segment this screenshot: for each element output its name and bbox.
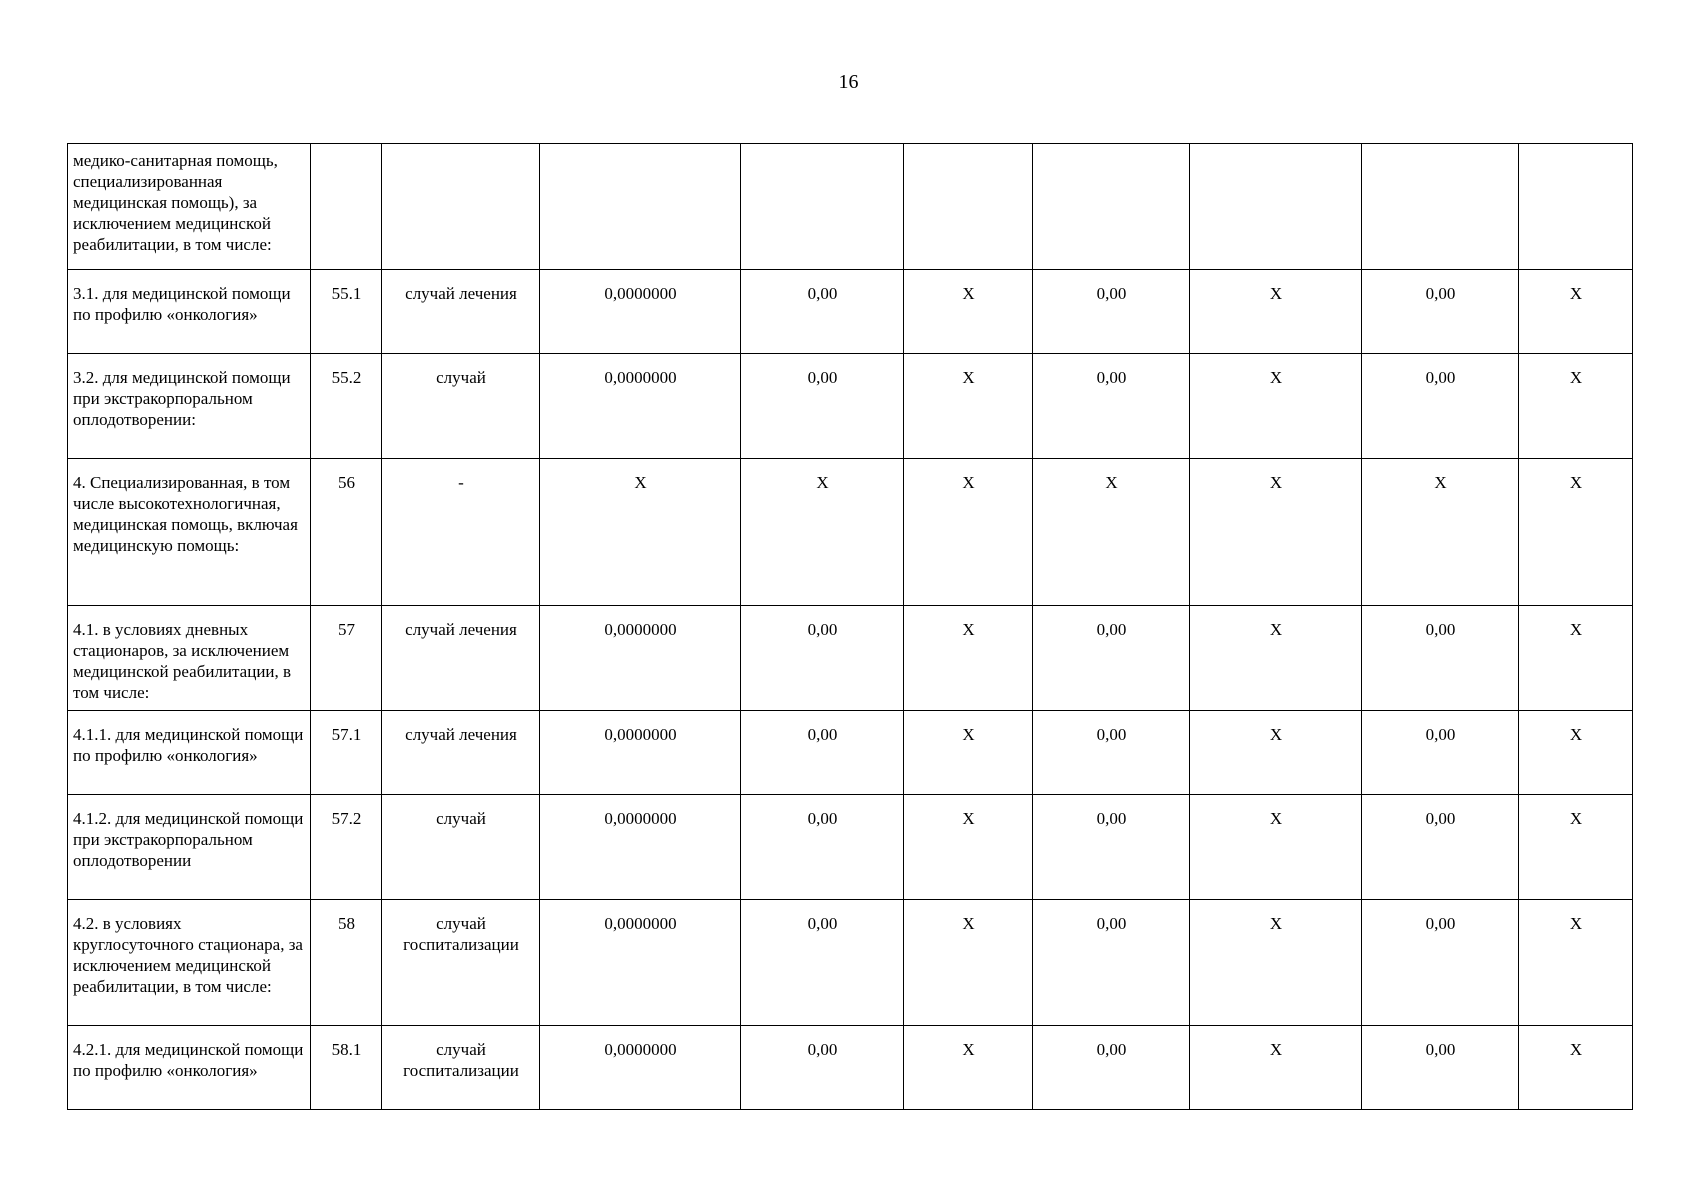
table-row (68, 711, 1633, 795)
table-row (68, 900, 1633, 1026)
table-row (68, 144, 1633, 270)
page-number: 16 (838, 71, 859, 93)
row-value: X (1190, 900, 1362, 1026)
row-value (1033, 144, 1190, 270)
row-value: X (741, 459, 904, 606)
row-value: 0,00 (741, 606, 904, 711)
row-value (1190, 144, 1362, 270)
row-code: 55.2 (311, 354, 382, 459)
row-value: 0,00 (741, 795, 904, 900)
row-value: X (1190, 606, 1362, 711)
row-value (540, 144, 741, 270)
row-name: 4.1.2. для медицинской помощи при экстракорпоральном оплодотворении (68, 795, 311, 900)
row-value: X (1190, 459, 1362, 606)
table-row (68, 795, 1633, 900)
row-value: X (904, 711, 1033, 795)
table-row (68, 459, 1633, 606)
row-value: X (1519, 459, 1633, 606)
row-value: X (1033, 459, 1190, 606)
row-code: 55.1 (311, 270, 382, 354)
row-value: 0,00 (1033, 711, 1190, 795)
row-code: 56 (311, 459, 382, 606)
row-value: X (1190, 354, 1362, 459)
row-value: 0,00 (1362, 900, 1519, 1026)
table-row (68, 606, 1633, 711)
row-name: 4.1.1. для медицинской помощи по профилю «онкология» (68, 711, 311, 795)
row-value: 0,00 (741, 900, 904, 1026)
row-value: 0,00 (741, 354, 904, 459)
row-value: 0,00 (1033, 270, 1190, 354)
row-unit: случай госпитализации (382, 1026, 540, 1110)
row-value: 0,0000000 (540, 270, 741, 354)
row-value: 0,00 (1362, 606, 1519, 711)
row-value: 0,00 (1362, 354, 1519, 459)
row-value: X (904, 1026, 1033, 1110)
row-value: 0,00 (1362, 795, 1519, 900)
row-value: X (1190, 795, 1362, 900)
row-value: X (904, 270, 1033, 354)
row-value: 0,0000000 (540, 795, 741, 900)
row-code: 58.1 (311, 1026, 382, 1110)
row-value: 0,00 (1033, 900, 1190, 1026)
row-value: 0,00 (1033, 606, 1190, 711)
row-value: X (1190, 711, 1362, 795)
row-value: X (1519, 711, 1633, 795)
row-value: X (1519, 900, 1633, 1026)
row-name: 3.1. для медицинской помощи по профилю «онкология» (68, 270, 311, 354)
row-value: X (540, 459, 741, 606)
row-value: X (1190, 1026, 1362, 1110)
row-value (1519, 144, 1633, 270)
row-value: X (1190, 270, 1362, 354)
row-value: X (904, 900, 1033, 1026)
row-value: 0,00 (1033, 1026, 1190, 1110)
row-unit: случай лечения (382, 711, 540, 795)
row-value: 0,00 (1033, 795, 1190, 900)
row-value: X (1519, 354, 1633, 459)
row-value: 0,00 (1362, 711, 1519, 795)
row-value: X (904, 795, 1033, 900)
row-value (741, 144, 904, 270)
row-code (311, 144, 382, 270)
row-value: X (1519, 606, 1633, 711)
row-code: 57 (311, 606, 382, 711)
row-name: 4. Специализированная, в том числе высокотехнологичная, медицинская помощь, включая медицинскую помощь: (68, 459, 311, 606)
row-value: X (1519, 1026, 1633, 1110)
row-unit: случай лечения (382, 606, 540, 711)
row-unit: случай (382, 795, 540, 900)
row-value: 0,0000000 (540, 711, 741, 795)
row-name: 4.2. в условиях круглосуточного стационара, за исключением медицинской реабилитации, в том числе: (68, 900, 311, 1026)
row-value: 0,00 (1362, 1026, 1519, 1110)
table-row (68, 270, 1633, 354)
row-unit: случай (382, 354, 540, 459)
table-row (68, 1026, 1633, 1110)
row-value: 0,00 (741, 270, 904, 354)
row-value: X (904, 459, 1033, 606)
row-value: 0,0000000 (540, 1026, 741, 1110)
row-value: X (1519, 795, 1633, 900)
row-unit (382, 144, 540, 270)
row-value: 0,00 (1362, 270, 1519, 354)
row-value: 0,00 (1033, 354, 1190, 459)
row-value: X (1519, 270, 1633, 354)
row-value: X (1362, 459, 1519, 606)
row-value: 0,00 (741, 1026, 904, 1110)
row-unit: - (382, 459, 540, 606)
row-name: медико-санитарная помощь, специализированная медицинская помощь), за исключением медицинской реабилитации, в том числе: (68, 144, 311, 270)
row-code: 57.1 (311, 711, 382, 795)
row-code: 57.2 (311, 795, 382, 900)
row-value: X (904, 354, 1033, 459)
row-name: 4.2.1. для медицинской помощи по профилю «онкология» (68, 1026, 311, 1110)
row-value: 0,0000000 (540, 606, 741, 711)
row-value: 0,0000000 (540, 354, 741, 459)
row-value: 0,0000000 (540, 900, 741, 1026)
row-value (904, 144, 1033, 270)
row-value (1362, 144, 1519, 270)
row-name: 3.2. для медицинской помощи при экстракорпоральном оплодотворении: (68, 354, 311, 459)
row-code: 58 (311, 900, 382, 1026)
table-row (68, 354, 1633, 459)
row-value: X (904, 606, 1033, 711)
row-name: 4.1. в условиях дневных стационаров, за исключением медицинской реабилитации, в том числе: (68, 606, 311, 711)
row-unit: случай лечения (382, 270, 540, 354)
row-unit: случай госпитализации (382, 900, 540, 1026)
row-value: 0,00 (741, 711, 904, 795)
data-table (67, 143, 1633, 1110)
